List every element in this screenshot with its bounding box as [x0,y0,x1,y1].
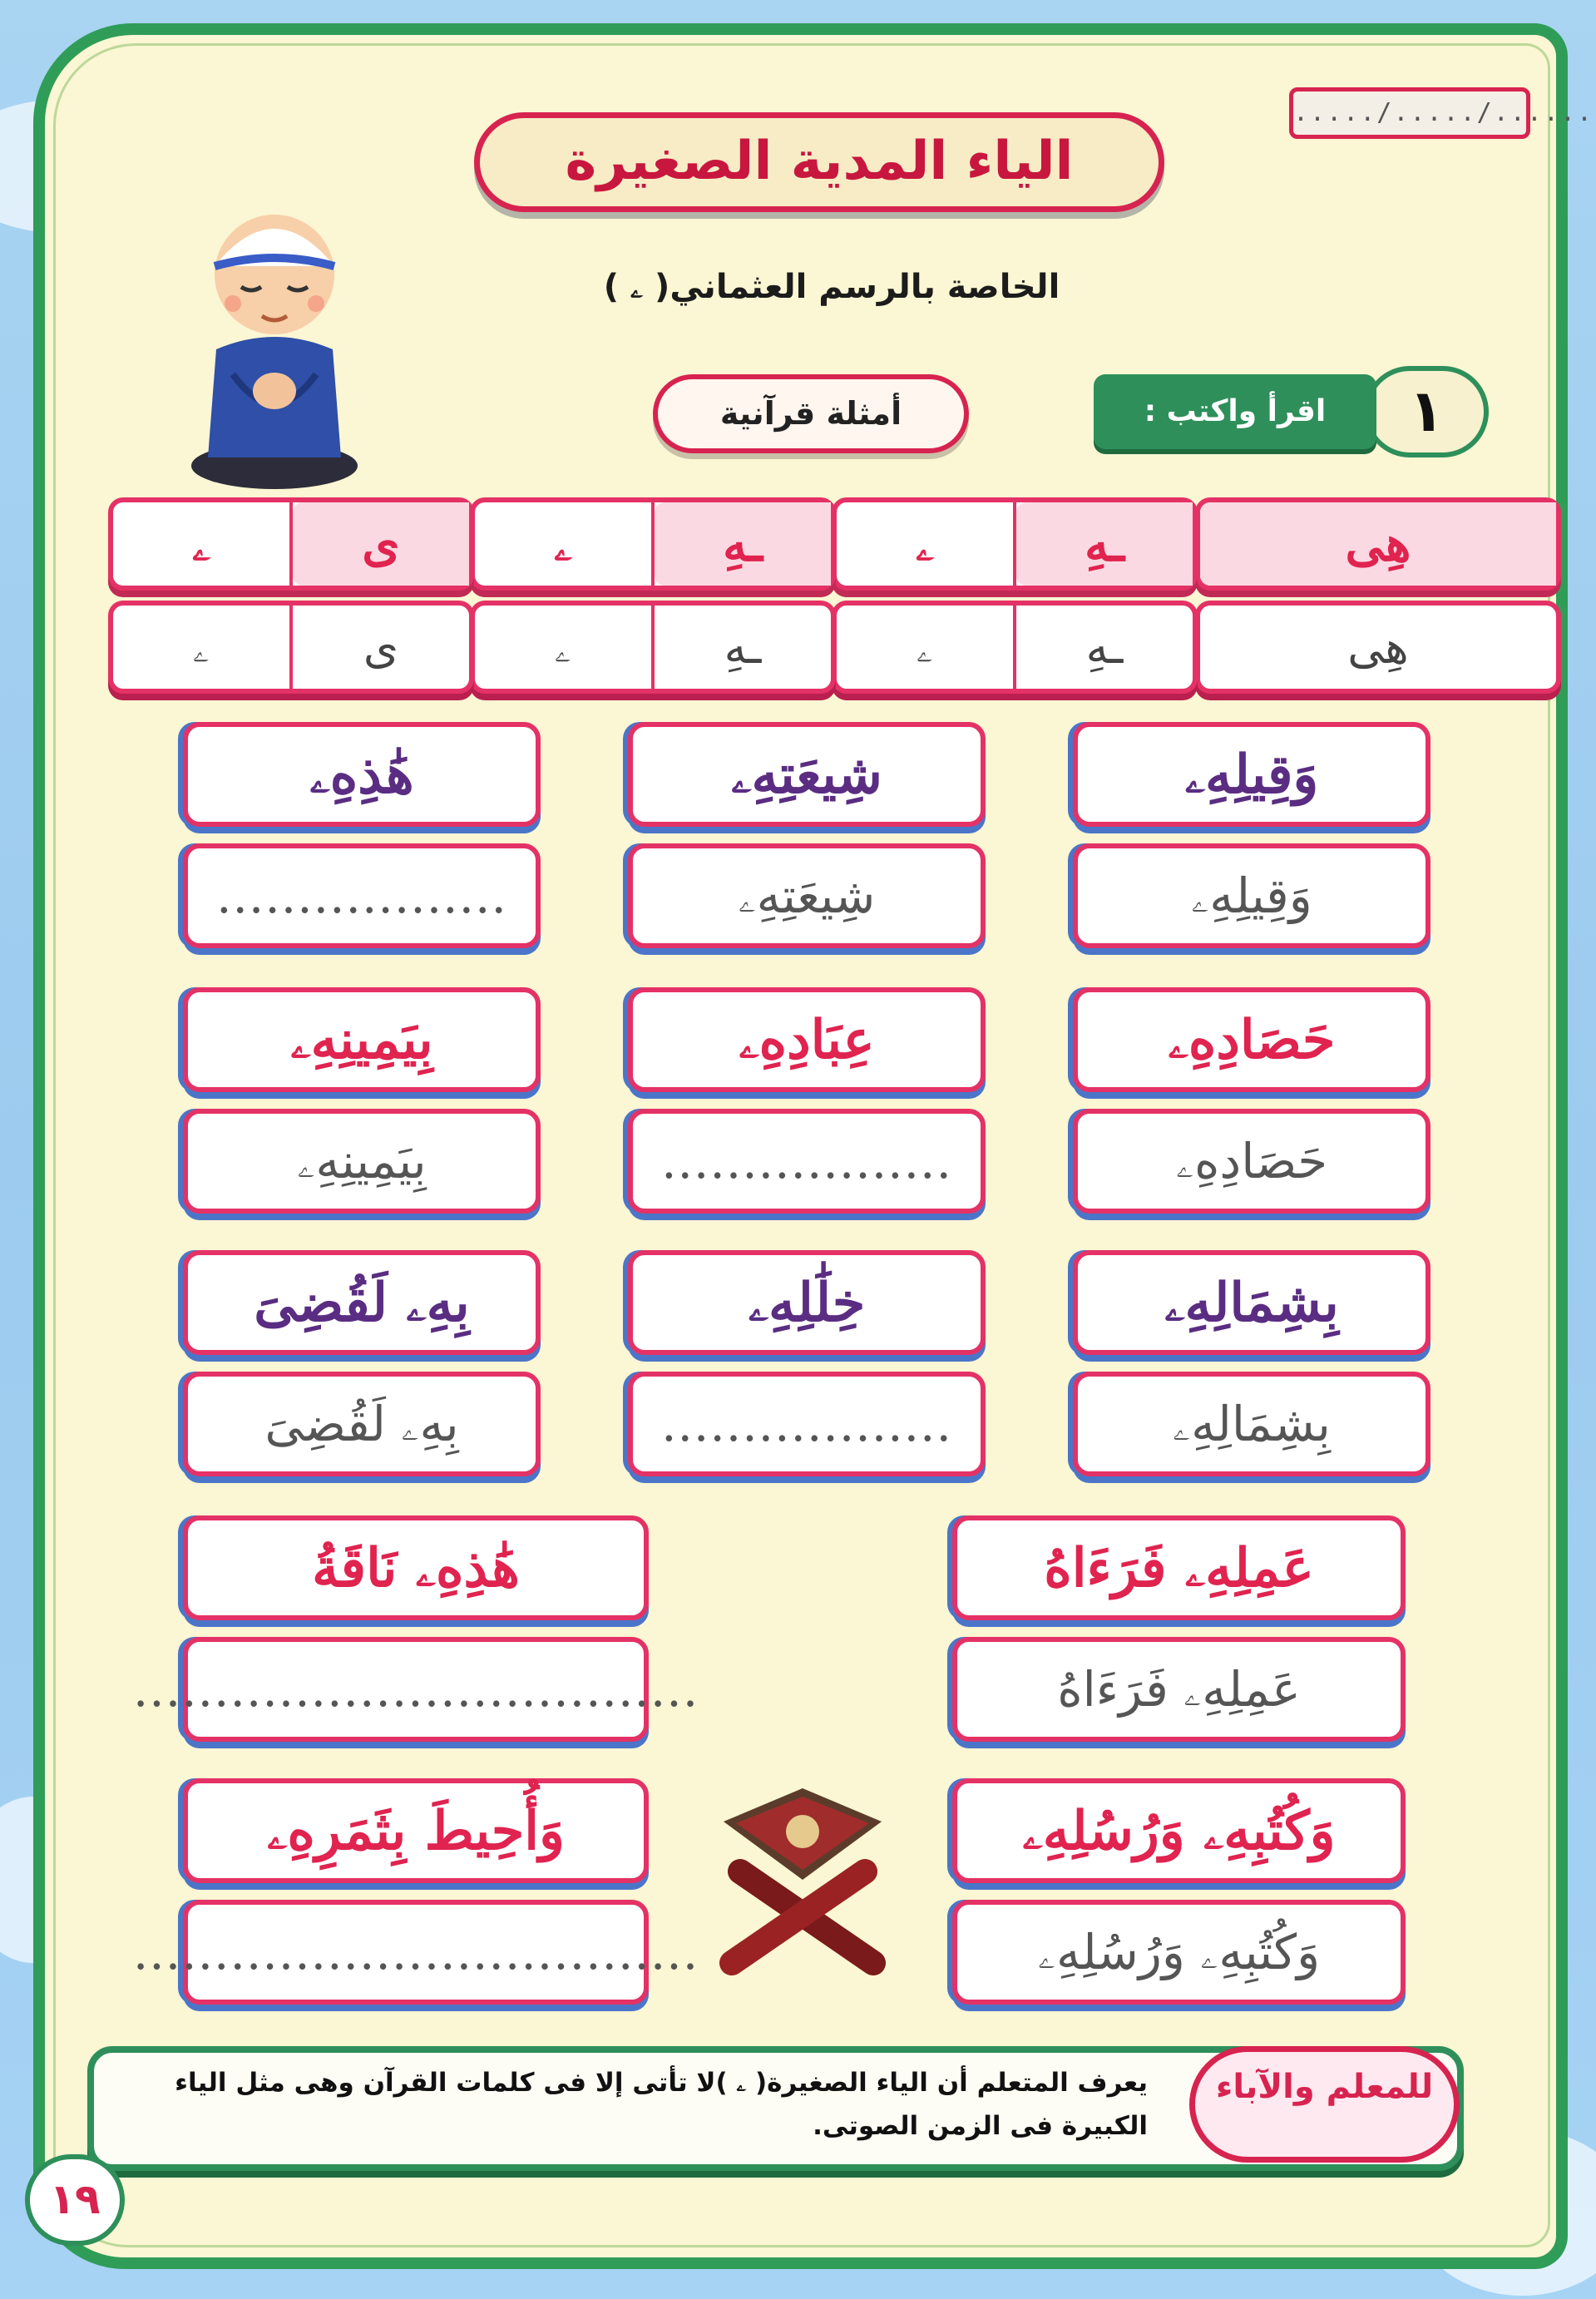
word-card [183,987,541,1209]
word-card [183,1250,541,1471]
teacher-note-text: يعرف المتعلم أن الياء الصغيرة( ۦ )لا تأتى إلا فى كلمات القرآن وهى مثل الياء الكبيرة فى الزمن الصوتى. [175,2068,1148,2141]
letter-card [470,497,836,697]
quran-word: بِيَمِينِهِۦ [183,987,541,1092]
trace-box[interactable]: وَكُتُبِهِۦ وَرُسُلِهِۦ [952,1900,1406,2005]
letter-cell: ۦ [837,502,1016,586]
letter-card-trace[interactable] [470,601,836,694]
letter-card [832,497,1198,697]
trace-box[interactable]: شِيعَتِهِۦ [628,843,986,948]
quran-word: بِهِۦ لَقُضِىَ [183,1250,541,1355]
trace-box[interactable]: عَمِلِهِۦ فَرَءَاهُ [952,1637,1406,1742]
quran-word: هَٰذِهِۦ [183,722,541,827]
trace-box[interactable]: بِهِۦ لَقُضِىَ [183,1372,541,1476]
quran-word: بِشِمَالِهِۦ [1073,1250,1430,1355]
exercise-instruction: اقرأ واكتب : [1094,374,1376,449]
word-card [1073,1250,1430,1471]
letter-trace-cell[interactable]: ـهِ [1085,620,1124,674]
word-card [183,722,541,943]
date-field[interactable]: ...../...../...... [1289,87,1530,139]
letter-card-trace[interactable] [1195,601,1561,694]
letter-cell: ۦ [475,502,655,586]
trace-box[interactable]: حَصَادِهِۦ [1073,1109,1430,1214]
letter-trace-cell[interactable]: ۦ [475,606,655,689]
letter-trace-cell[interactable]: ۦ [113,606,293,689]
letter-cell: ى [293,502,469,586]
word-card [1073,722,1430,943]
page-title: الياء المدية الصغيرة [474,112,1164,212]
letter-card-top [1195,497,1561,591]
letter-card-top [470,497,836,591]
letter-card-trace[interactable] [832,601,1198,694]
page-subtitle: الخاصة بالرسم العثماني( ۦ ) [603,268,1060,306]
quran-stand-illustration [707,1772,898,1988]
examples-label: أمثلة قرآنية [653,374,969,453]
word-card [952,1778,1406,2000]
quran-word: هَٰذِهِۦ نَاقَةُ [183,1515,649,1620]
word-card [628,722,986,943]
quran-word: حَصَادِهِۦ [1073,987,1430,1092]
quran-word: وَأُحِيطَ بِثَمَرِهِۦ [183,1778,649,1883]
write-box[interactable]: .................. [183,843,541,948]
trace-box[interactable]: بِشِمَالِهِۦ [1073,1372,1430,1476]
quran-word: عَمِلِهِۦ فَرَءَاهُ [952,1515,1406,1620]
exercise-number: ١ [1364,366,1489,457]
write-box[interactable]: ................................... [183,1900,649,2005]
trace-box[interactable]: وَقِيلِهِۦ [1073,843,1430,948]
letter-card-top [832,497,1198,591]
letter-cell: ـهِ [655,502,831,586]
word-card [628,987,986,1209]
letter-cell: ـهِ [1016,502,1193,586]
letter-trace-cell[interactable]: ى [363,620,399,674]
write-box[interactable]: ................................... [183,1637,649,1742]
letter-trace-cell[interactable]: ـهِ [724,620,762,674]
praying-boy-illustration [183,183,366,491]
quran-word: وَقِيلِهِۦ [1073,722,1430,827]
page-number: ١٩ [25,2154,125,2246]
letter-card-top [108,497,474,591]
quran-word: خِلَٰلِهِۦ [628,1250,986,1355]
word-card [1073,987,1430,1209]
word-card [132,1778,699,2000]
letter-trace-cell[interactable]: ۦ [837,606,1016,689]
word-card [628,1250,986,1471]
write-box[interactable]: .................. [628,1109,986,1214]
quran-word: عِبَادِهِۦ [628,987,986,1092]
letter-card [1195,497,1561,697]
write-box[interactable]: .................. [628,1372,986,1476]
letter-card [108,497,474,697]
letter-card-trace[interactable] [108,601,474,694]
word-card [132,1515,699,1737]
trace-box[interactable]: بِيَمِينِهِۦ [183,1109,541,1214]
letter-cell: ۦ [113,502,293,586]
letter-cell: هِى [1200,502,1556,586]
teacher-note-label: للمعلم والآباء [1189,2046,1460,2163]
letter-trace-cell[interactable]: هِى [1347,620,1409,674]
quran-word: وَكُتُبِهِۦ وَرُسُلِهِۦ [952,1778,1406,1883]
quran-word: شِيعَتِهِۦ [628,722,986,827]
word-card [952,1515,1406,1737]
